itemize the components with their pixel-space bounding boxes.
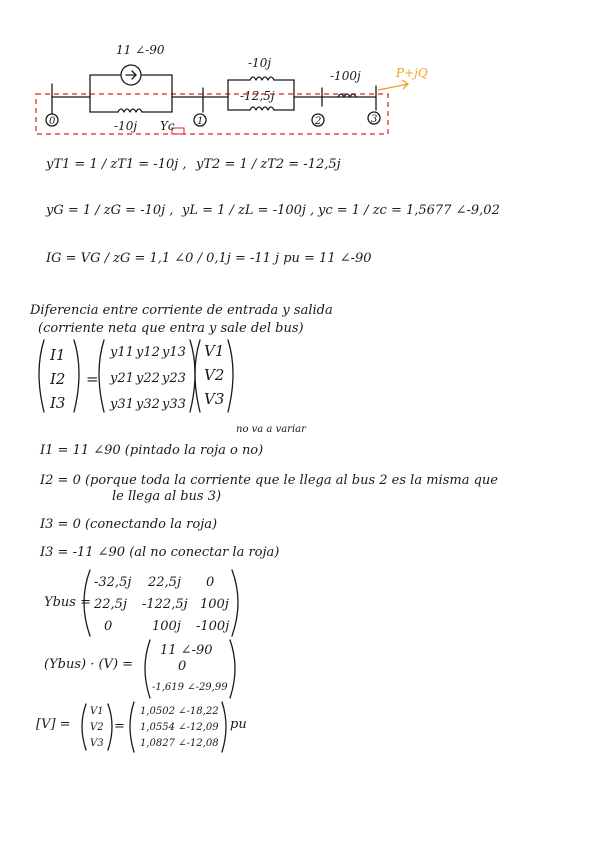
selection-box [36,94,388,134]
node-1: 1 [197,116,204,127]
note-i2a: I2 = 0 (porque toda la corriente que le llega al bus 2 es la misma que [40,473,498,488]
ybus-matrix [44,570,238,636]
y11: y11 [110,345,134,360]
yc-label: Yc [160,119,175,133]
ztop-label: -10j [248,56,272,70]
result-v1: 1,0502 ∠-18,22 [140,706,219,717]
note-no-vary: no va a variar [236,424,306,435]
zmid-label: -12,5j [240,89,275,103]
node-2: 2 [315,116,322,127]
admittance-equations [45,157,500,266]
eq-yg: yG = 1 / zG = -10j , [46,203,174,218]
node-3: 3 [371,114,378,125]
circuit-diagram [36,43,428,134]
ybus-r2c2: -100j [196,619,230,634]
note-diff-1: Diferencia entre corriente de entrada y salida [30,303,333,318]
vec-i2: I2 [50,370,66,388]
result-name-v3: V3 [90,738,104,749]
result-label: [V] = [36,717,71,732]
product-v2: 0 [178,659,187,674]
result-unit: pu [230,717,247,732]
eq-yl: yL = 1 / zL = -100j , [182,203,315,218]
inductor-icon [118,109,142,112]
zgen-label: -10j [114,119,138,133]
y22: y22 [136,371,160,386]
ybus-r0c0: -32,5j [94,575,132,590]
result-name-v1: V1 [90,706,104,717]
y32: y32 [136,397,160,412]
note-diff-2: (corriente neta que entra y sale del bus) [38,321,304,336]
result-name-v2: V2 [90,722,104,733]
y13: y13 [162,345,186,360]
ybus-r2c1: 100j [152,619,181,634]
matrix-equation [39,340,307,435]
svg-text:=: = [114,719,125,734]
product-v1: 11 ∠-90 [160,643,213,658]
result-v3: 1,0827 ∠-12,08 [140,738,219,749]
svg-text:=: = [86,370,99,388]
ybus-r1c0: 22,5j [94,597,127,612]
source-label: 11 ∠-90 [116,43,165,57]
eq-ig: IG = VG / zG = 1,1 ∠0 / 0,1j = -11 j pu = 11 ∠-90 [46,251,372,266]
y33: y33 [162,397,186,412]
eq-yt2: yT2 = 1 / zT2 = -12,5j [196,157,341,172]
note-i2b: le llega al bus 3) [112,489,222,504]
eq-yc: yc = 1 / zc = 1,5677 ∠-9,02 [318,203,500,218]
result-v2: 1,0554 ∠-12,09 [140,722,219,733]
ybus-r0c2: 0 [206,575,215,590]
vec-v3: V3 [204,390,225,408]
note-i1: I1 = 11 ∠90 (pintado la roja o no) [40,443,264,458]
vec-i3: I3 [50,394,66,412]
ybus-label: Ybus = [44,595,91,610]
note-i3b: I3 = -11 ∠90 (al no conectar la roja) [40,545,280,560]
y21: y21 [110,371,134,386]
y31: y31 [110,397,134,412]
ybus-r2c0: 0 [104,619,113,634]
product-equation [44,640,235,698]
product-label: (Ybus) · (V) = [44,657,134,672]
zline-label: -100j [330,69,361,83]
ybus-r1c1: -122,5j [142,597,188,612]
node-0: 0 [49,116,56,127]
note-i3a: I3 = 0 (conectando la roja) [40,517,218,532]
vec-v1: V1 [204,342,225,360]
result-vector [36,702,247,752]
inductor-icon [250,107,274,110]
ybus-r0c1: 22,5j [148,575,181,590]
vec-i1: I1 [50,346,66,364]
ybus-r1c2: 100j [200,597,229,612]
eq-yt1: yT1 = 1 / zT1 = -10j , [46,157,187,172]
load-label: P+jQ [396,66,428,80]
y23: y23 [162,371,186,386]
vec-v2: V2 [204,366,225,384]
product-v3: -1,619 ∠-29,99 [152,682,228,693]
inductor-icon [250,77,274,80]
y12: y12 [136,345,160,360]
